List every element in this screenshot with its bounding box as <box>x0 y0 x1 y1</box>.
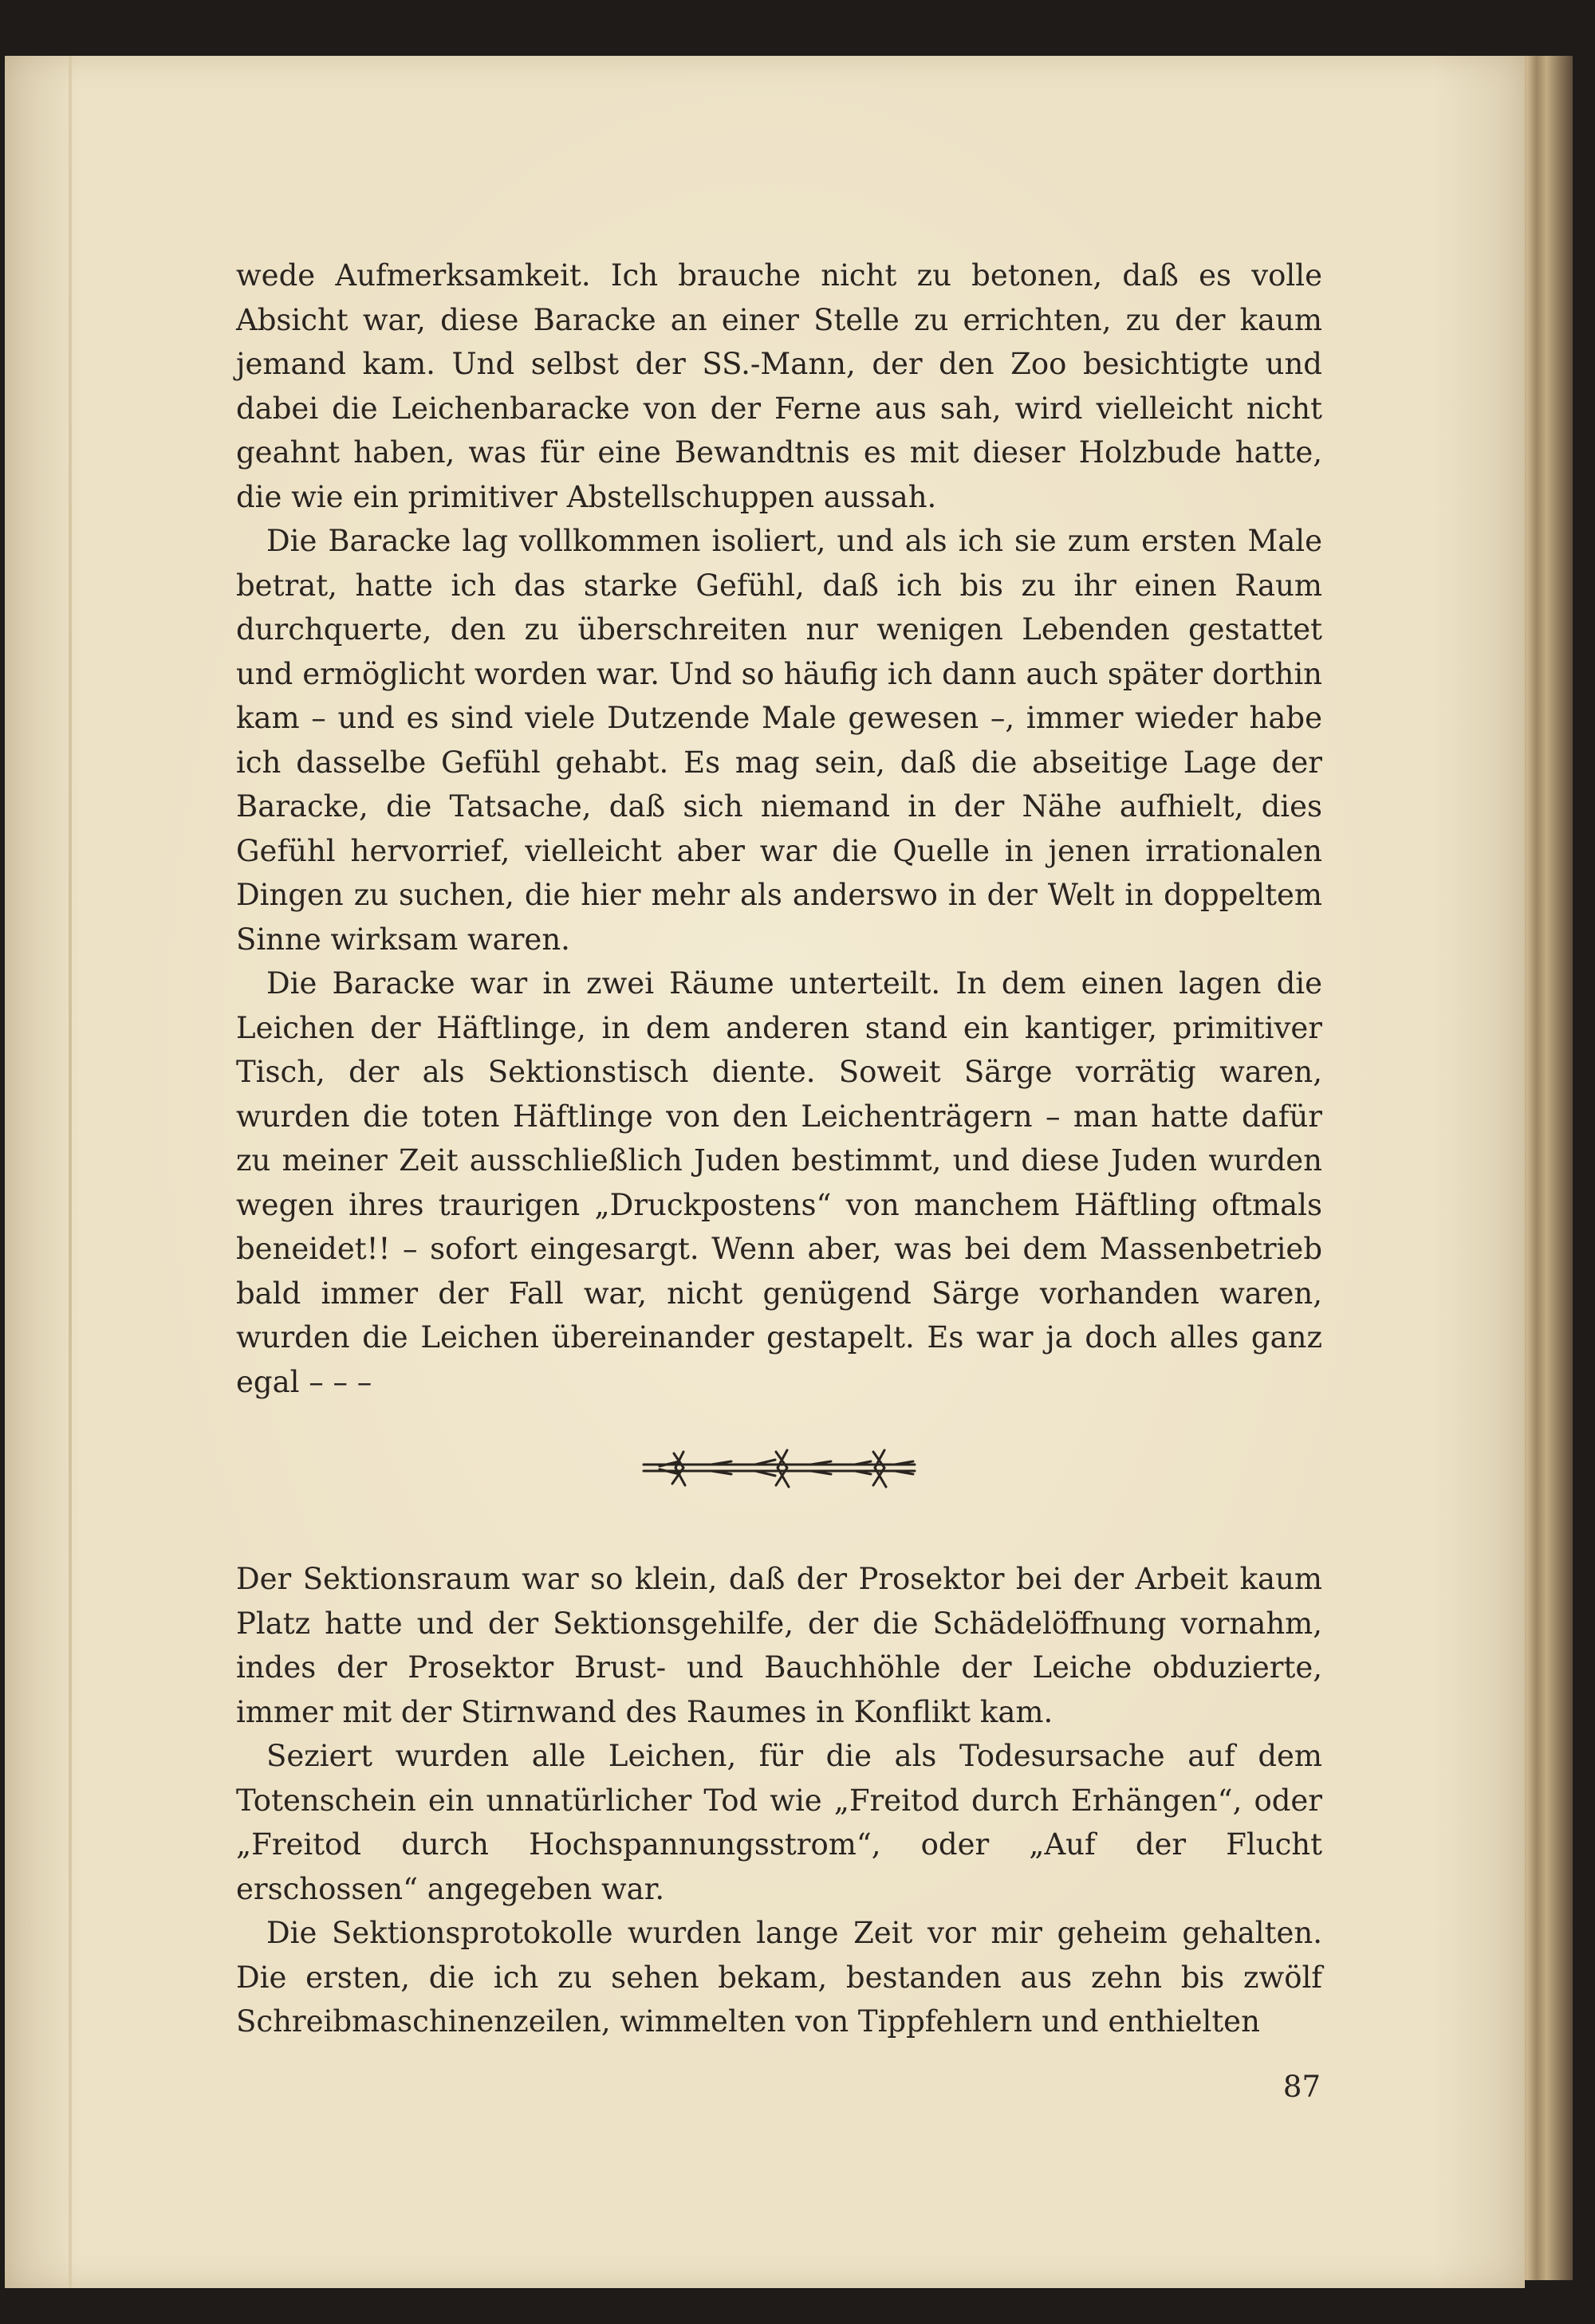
paragraph-continued: wede Aufmerksamkeit. Ich brauche nicht zu betonen, daß es volle Absicht war, diese Baracke an einer Stelle zu errichten, zu der kaum jemand kam. Und selbst der SS.-Mann, der den Zoo besichtigte und dabei die Leichenbaracke von der Ferne aus sah, wird vielleicht nicht geahnt haben, was für eine Bewandtnis es mit dieser Holzbude hatte, die wie ein primitiver Abstellschuppen aussah. <box>236 258 1322 514</box>
paragraph: Seziert wurden alle Leichen, für die als Todesursache auf dem Totenschein ein unnatürlicher Tod wie „Freitod durch Erhängen“, oder „Freitod durch Hochspannungsstrom“, oder „Auf der Flucht erschossen“ angegeben war. <box>236 1739 1322 1906</box>
barbed-wire-ornament-icon <box>636 1444 923 1492</box>
page-number: 87 <box>1282 2070 1321 2104</box>
paragraph: Der Sektionsraum war so klein, daß der Prosektor bei der Arbeit kaum Platz hatte und der Sektionsgehilfe, der die Schädelöffnung vornahm, indes der Prosektor Brust- und Bauchhöhle der Leiche obduzierte, immer mit der Stirnwand des Raumes in Konflikt kam. <box>236 1562 1322 1729</box>
page-text <box>236 254 1322 2044</box>
page-gutter <box>69 56 72 2288</box>
paragraph: Die Baracke war in zwei Räume unterteilt. In dem einen lagen die Leichen der Häftlinge, in dem anderen stand ein kantiger, primitiver Tisch, der als Sektionstisch diente. Soweit Särge vorrätig waren, wurden die toten Häftlinge von den Leichenträgern – man hatte dafür zu meiner Zeit ausschließlich Juden bestimmt, und diese Juden wurden wegen ihres traurigen „Druckpostens“ von manchem Häftling oftmals beneidet!! – sofort eingesargt. Wenn aber, was bei dem Massenbetrieb bald immer der Fall war, nicht genügend Särge vorhanden waren, wurden die Leichen übereinander gestapelt. Es war ja doch alles ganz egal – – – <box>236 966 1322 1399</box>
paragraph: Die Baracke lag vollkommen isoliert, und als ich sie zum ersten Male betrat, hatte ich das starke Gefühl, daß ich bis zu ihr einen Raum durchquerte, den zu überschreiten nur wenigen Lebenden gestattet und ermöglicht worden war. Und so häufig ich dann auch später dorthin kam – und es sind viele Dutzende Male gewesen –, immer wieder habe ich dasselbe Gefühl gehabt. Es mag sein, daß die abseitige Lage der Baracke, die Tatsache, daß sich niemand in der Nähe aufhielt, dies Gefühl hervorrief, vielleicht aber war die Quelle in jenen irrationalen Dingen zu suchen, die hier mehr als anderswo in der Welt in doppeltem Sinne wirksam waren. <box>236 524 1322 957</box>
paragraph: Die Sektionsprotokolle wurden lange Zeit vor mir geheim gehalten. Die ersten, die ich zu sehen bekam, bestanden aus zehn bis zwölf Schreibmaschinenzeilen, wimmelten von Tippfehlern und enthielten <box>236 1916 1322 2039</box>
